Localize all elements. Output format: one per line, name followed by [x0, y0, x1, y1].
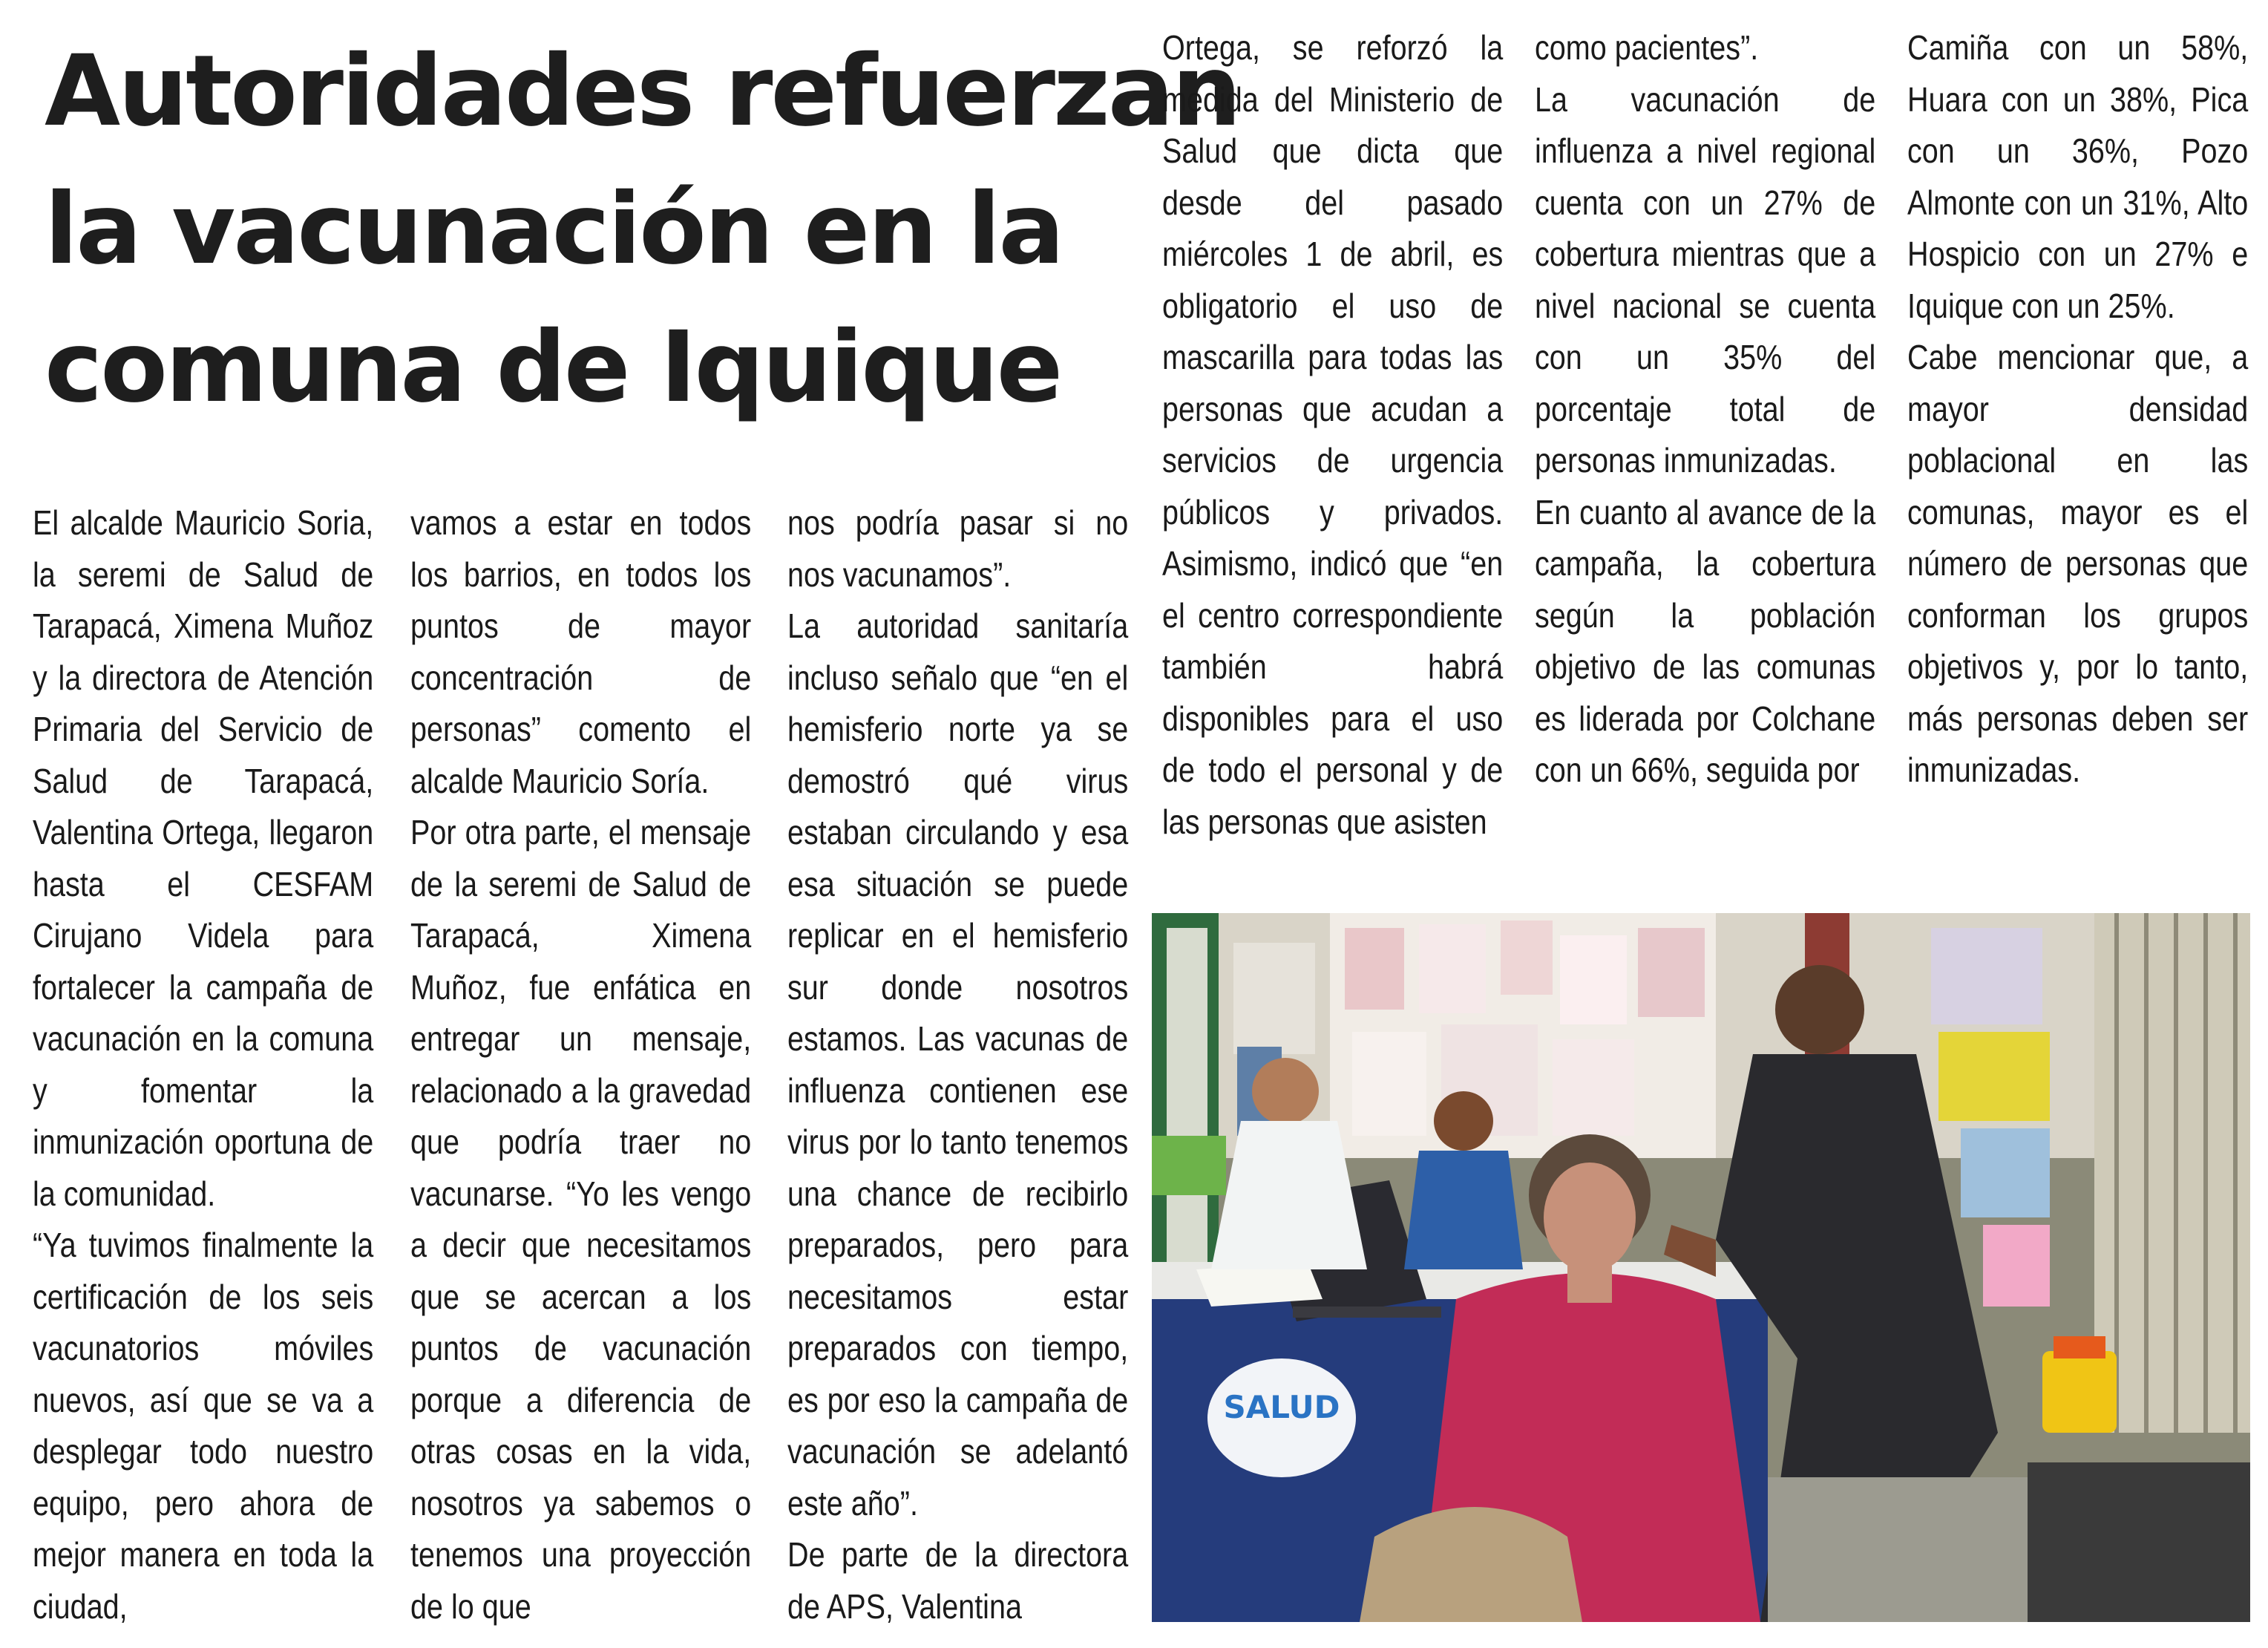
paragraph: nos podría pasar si no nos vacunamos”.: [787, 503, 1129, 594]
salud-logo-text: SALUD: [1223, 1389, 1340, 1425]
paragraph: De parte de la directora de APS, Valentina: [787, 1535, 1129, 1626]
headline-line-2: la vacunación en la: [45, 172, 1063, 287]
paragraph: La autoridad sanitaría incluso señalo que “en el hemisferio norte ya se demostró qué virus estaban circulando y esa esa situación se puede replicar en el hemisferio sur donde nosotros estamos. Las vacunas de influenza contienen ese virus por lo tanto tenemos una chance de recibirlo preparados, pero para necesitamos estar preparados con tiempo, es por eso la campaña de vacunación se adelantó este año”.: [787, 606, 1129, 1523]
paragraph: La vacunación de influenza a nivel regional cuenta con un 27% de cobertura mientras que a nivel nacional se cuenta con un 35% del porcentaje total de personas inmunizadas.: [1535, 79, 1876, 480]
paragraph: vamos a estar en todos los barrios, en todos los puntos de mayor concentración de personas” comento el alcalde Mauricio Soría.: [410, 503, 752, 800]
article-column-6: [1907, 22, 2248, 797]
headline-line-3: comuna de Iquique: [45, 310, 1061, 425]
paragraph: Por otra parte, el mensaje de la seremi de Salud de Tarapacá, Ximena Muñoz, fue enfática en entregar un mensaje, relacionado a la gravedad que podría traer no vacunarse. “Yo les vengo a decir que necesitamos que se acercan a los puntos de vacunación porque a diferencia de otras cosas en la vida, nosotros ya sabemos o tenemos una proyección de lo que: [410, 813, 752, 1626]
article-column-5: [1535, 22, 1875, 797]
paragraph: Cabe mencionar que, a mayor densidad poblacional en las comunas, mayor es el número de personas que conforman los grupos objetivos y, por lo tanto, más personas deben ser inmunizadas.: [1907, 338, 2249, 789]
headline: [45, 22, 1239, 436]
headline-line-1: Autoridades refuerzan: [45, 34, 1239, 148]
vaccination-photo: [1152, 913, 2250, 1622]
article-column-3: [787, 497, 1128, 1632]
paragraph: Ortega, se reforzó la medida del Ministerio de Salud que dicta que desde del pasado miércoles 1 de abril, es obligatorio el uso de mascarilla para todas las personas que acudan a servicios de urgencia públicos y privados. Asimismo, indicó que “en el centro correspondiente también habrá disponibles para el uso de todo el personal y de las personas que asisten: [1162, 28, 1504, 841]
paragraph: En cuanto al avance de la campaña, la cobertura según la población objetivo de las comunas es liderada por Colchane con un 66%, seguida por: [1535, 492, 1876, 789]
paragraph: como pacientes”.: [1535, 28, 1759, 67]
article-column-2: [410, 497, 751, 1632]
paragraph: Camiña con un 58%, Huara con un 38%, Pica con un 36%, Pozo Almonte con un 31%, Alto Hospicio con un 27% e Iquique con un 25%.: [1907, 28, 2249, 325]
paragraph: El alcalde Mauricio Soria, la seremi de Salud de Tarapacá, Ximena Muñoz y la directora de Atención Primaria del Servicio de Salud de Tarapacá, Valentina Ortega, llegaron hasta el CESFAM Cirujano Videla para fortalecer la campaña de vacunación en la comuna y fomentar la inmunización oportuna de la comunidad.: [33, 503, 374, 1213]
article-column-1: [33, 497, 373, 1632]
paragraph: “Ya tuvimos finalmente la certificación de los seis vacunatorios móviles nuevos, así que se va a desplegar todo nuestro equipo, pero ahora de mejor manera en toda la ciudad,: [33, 1226, 374, 1626]
article-column-4: [1162, 22, 1503, 848]
